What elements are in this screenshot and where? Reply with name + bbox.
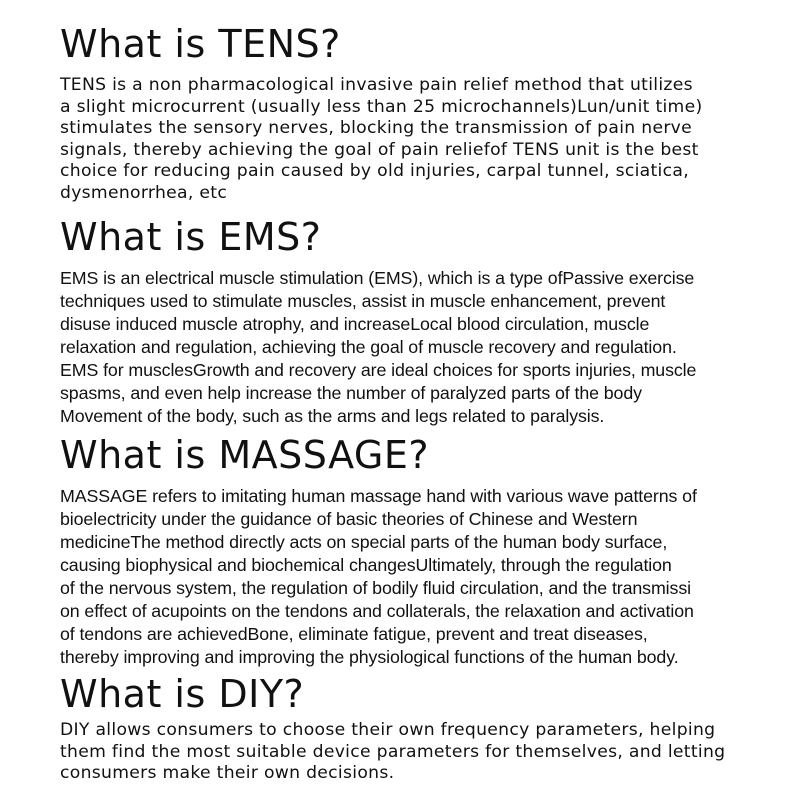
text-line: signals, thereby achieving the goal of pain reliefof TENS unit is the best (60, 139, 699, 160)
paragraph-ems (60, 267, 790, 428)
text-line: them find the most suitable device parameters for themselves, and letting (60, 741, 726, 762)
text-line: of tendons are achievedBone, eliminate fatigue, prevent and treat diseases, (60, 624, 648, 644)
text-line: of the nervous system, the regulation of bodily fluid circulation, and the transmissi (60, 578, 691, 598)
text-line: EMS is an electrical muscle stimulation (EMS), which is a type ofPassive exercise (60, 268, 695, 288)
text-line: bioelectricity under the guidance of basic theories of Chinese and Western (60, 509, 638, 529)
text-line: disuse induced muscle atrophy, and increaseLocal blood circulation, muscle (60, 314, 650, 334)
heading-diy: What is DIY? (60, 672, 305, 716)
text-line: medicineThe method directly acts on special parts of the human body surface, (60, 532, 668, 552)
text-line: TENS is a non pharmacological invasive pain relief method that utilizes (60, 75, 693, 95)
section-diy (60, 672, 790, 785)
heading-ems: What is EMS? (60, 215, 322, 259)
paragraph-tens (60, 75, 790, 204)
text-line: choice for reducing pain caused by old injuries, carpal tunnel, sciatica, (60, 161, 689, 181)
text-line: techniques used to stimulate muscles, assist in muscle enhancement, prevent (60, 291, 666, 311)
heading-massage: What is MASSAGE? (60, 433, 430, 477)
text-line: dysmenorrhea, etc (60, 182, 228, 203)
text-line: causing biophysical and biochemical changesUltimately, through the regulation (60, 555, 672, 575)
section-massage (60, 433, 790, 669)
text-line: DIY allows consumers to choose their own frequency parameters, helping (60, 720, 716, 740)
text-line: EMS for musclesGrowth and recovery are ideal choices for sports injuries, muscle (60, 360, 697, 380)
text-line: spasms, and even help increase the number of paralyzed parts of the body (60, 383, 642, 403)
text-line: relaxation and regulation, achieving the goal of muscle recovery and regulation. (60, 337, 677, 357)
paragraph-massage (60, 485, 790, 669)
text-line: stimulates the sensory nerves, blocking the transmission of pain nerve (60, 118, 693, 138)
text-line: MASSAGE refers to imitating human massage hand with various wave patterns of (60, 486, 697, 506)
heading-tens: What is TENS? (60, 22, 341, 66)
text-line: a slight microcurrent (usually less than 25 microchannels)Lun/unit time) (60, 96, 703, 117)
text-line: consumers make their own decisions. (60, 763, 395, 783)
paragraph-diy (60, 720, 790, 785)
text-line: on effect of acupoints on the tendons and collaterals, the relaxation and activation (60, 601, 694, 621)
section-ems (60, 215, 790, 428)
section-tens (60, 22, 790, 204)
text-line: Movement of the body, such as the arms and legs related to paralysis. (60, 406, 605, 426)
text-line: thereby improving and improving the physiological functions of the human body. (60, 647, 679, 667)
